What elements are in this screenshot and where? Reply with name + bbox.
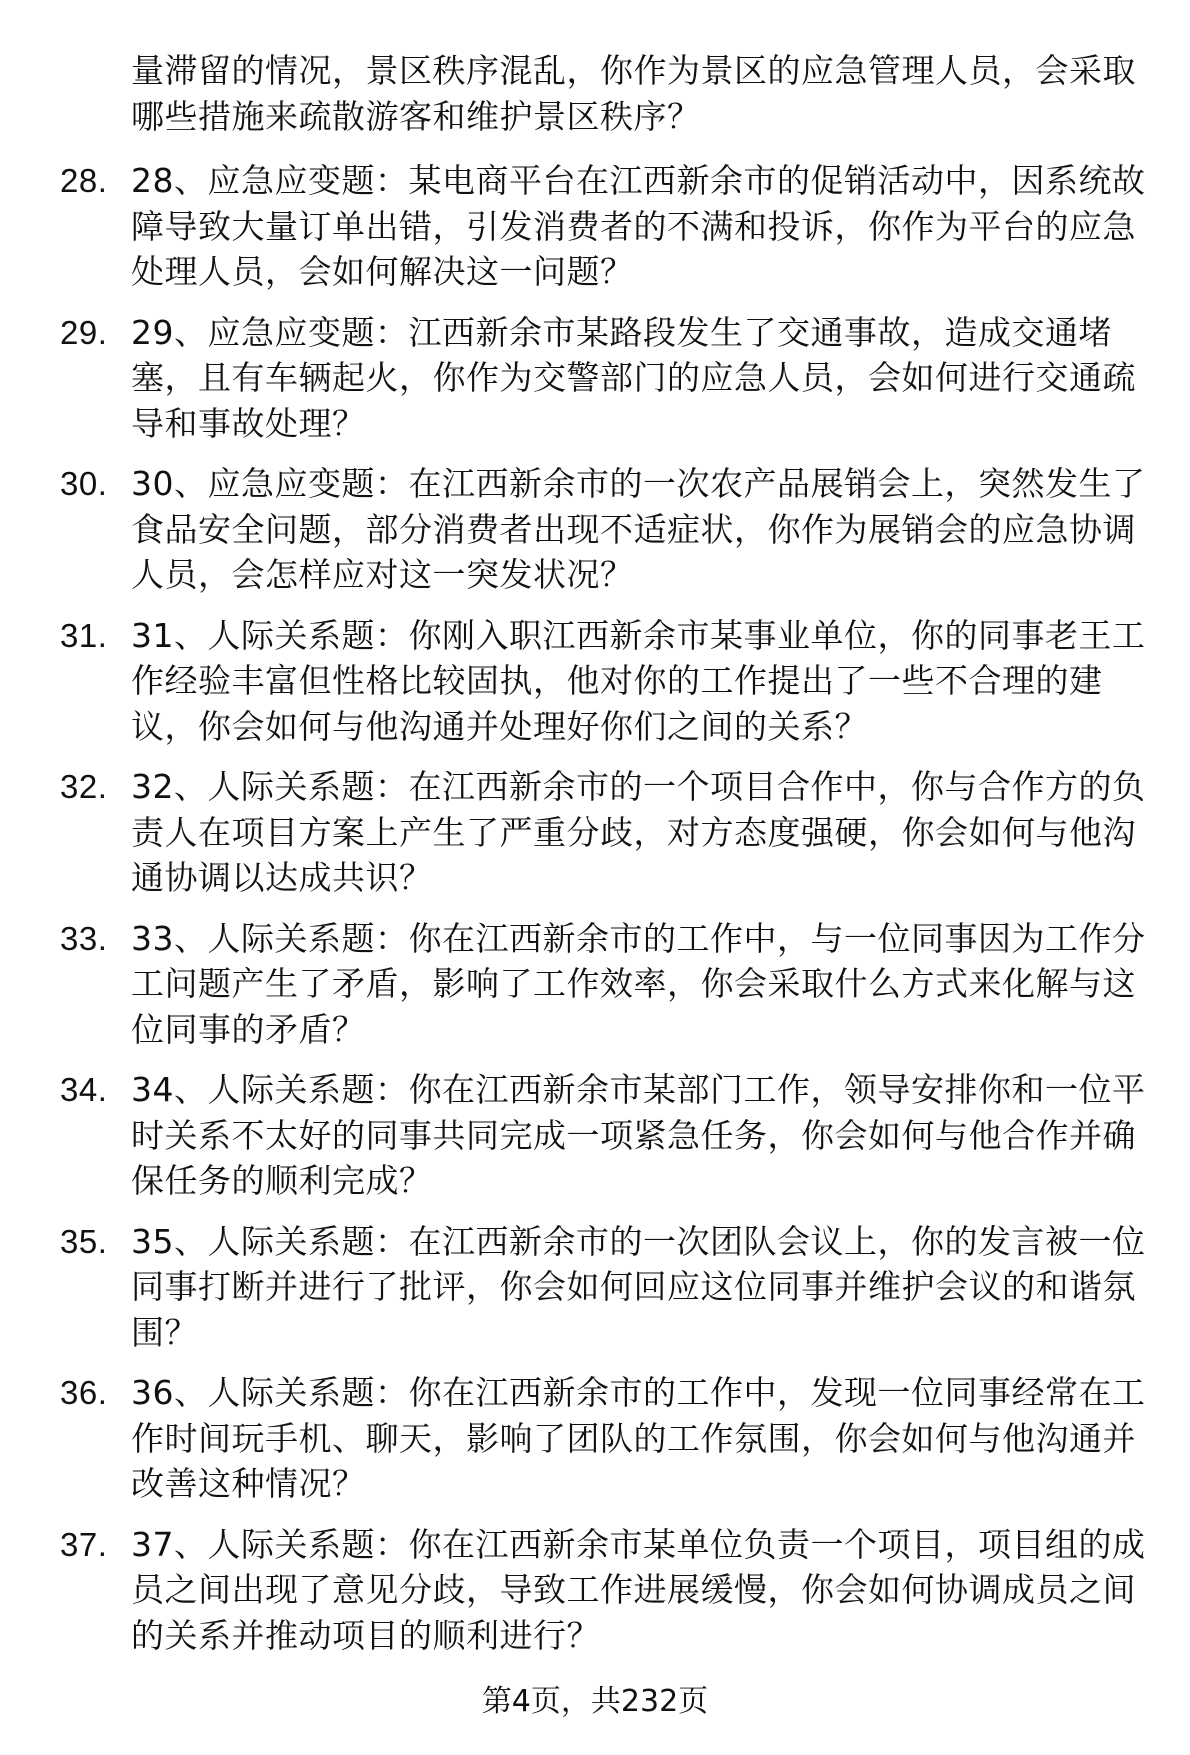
list-item [0,461,1161,598]
question-number: 32. [60,768,108,805]
list-item [0,310,1161,447]
question-text: 31、人际关系题：你刚入职江西新余市某事业单位，你的同事老王工作经验丰富但性格比较固执，他对你的工作提出了一些不合理的建议，你会如何与他沟通并处理好你们之间的关系？ [131,615,1146,746]
question-number: 35. [60,1222,108,1260]
question-list [0,158,1190,1673]
question-text: 33、人际关系题：你在江西新余市的工作中，与一位同事因为工作分工问题产生了矛盾，影响了工作效率，你会采取什么方式来化解与这位同事的矛盾？ [131,918,1146,1049]
question-text: 32、人际关系题：在江西新余市的一个项目合作中，你与合作方的负责人在项目方案上产生了严重分歧，对方态度强硬，你会如何与他沟通协调以达成共识？ [131,767,1146,897]
list-item [0,1370,1161,1507]
question-number: 37. [60,1525,108,1563]
question-number: 31. [60,616,108,654]
question-text: 36、人际关系题：你在江西新余市的工作中，发现一位同事经常在工作时间玩手机、聊天，影响了团队的工作氛围，你会如何与他沟通并改善这种情况？ [131,1373,1146,1503]
list-item [0,916,1161,1053]
question-number: 34. [60,1071,108,1108]
list-item [0,1522,1161,1659]
question-number: 28. [60,162,108,199]
question-number: 36. [60,1374,108,1411]
question-text: 28、应急应变题：某电商平台在江西新余市的促销活动中，因系统故障导致大量订单出错，引发消费者的不满和投诉，你作为平台的应急处理人员，会如何解决这一问题？ [131,161,1146,291]
list-item [0,1219,1161,1356]
question-text: 35、人际关系题：在江西新余市的一次团队会议上，你的发言被一位同事打断并进行了批评，你会如何回应这位同事并维护会议的和谐氛围？ [131,1221,1146,1352]
question-text: 30、应急应变题：在江西新余市的一次农产品展销会上，突然发生了食品安全问题，部分消费者出现不适症状，你作为展销会的应急协调人员，会怎样应对这一突发状况？ [131,464,1146,594]
question-text: 37、人际关系题：你在江西新余市某单位负责一个项目，项目组的成员之间出现了意见分歧，导致工作进展缓慢，你会如何协调成员之间的关系并推动项目的顺利进行？ [131,1524,1146,1655]
continued-question-text: 量滞留的情况，景区秩序混乱，你作为景区的应急管理人员，会采取哪些措施来疏散游客和维护景区秩序？ [131,51,1136,136]
question-text: 29、应急应变题：江西新余市某路段发生了交通事故，造成交通堵塞，且有车辆起火，你作为交警部门的应急人员，会如何进行交通疏导和事故处理？ [131,312,1136,443]
question-text: 34、人际关系题：你在江西新余市某部门工作，领导安排你和一位平时关系不太好的同事共同完成一项紧急任务，你会如何与他合作并确保任务的顺利完成？ [131,1070,1146,1200]
list-item [0,613,1161,750]
list-item [0,1067,1161,1204]
page-number-footer: 第4页，共232页 [481,1684,709,1719]
question-number: 29. [60,313,108,351]
question-number: 33. [60,919,108,957]
question-number: 30. [60,465,108,502]
list-item [0,158,1161,295]
list-item [0,764,1161,901]
